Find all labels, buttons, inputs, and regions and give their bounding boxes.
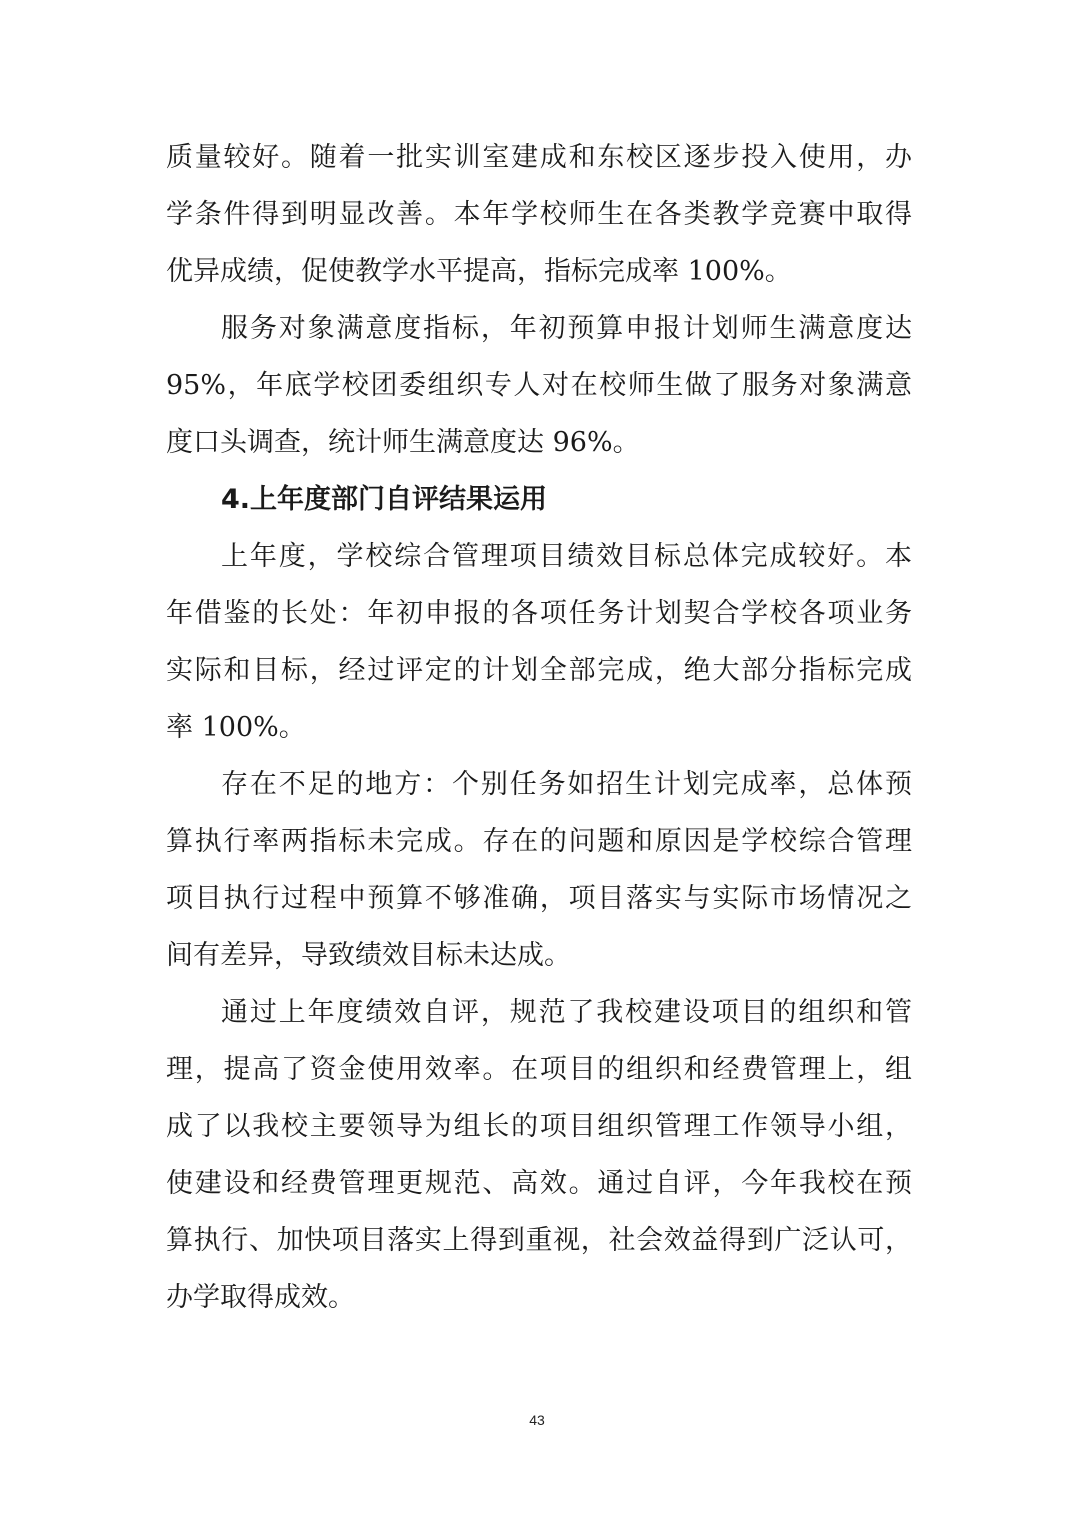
paragraph-3-line-2: 年借鉴的长处：年初申报的各项任务计划契合学校各项业务 [166,598,912,629]
paragraph-5-line-4: 使建设和经费管理更规范、高效。通过自评，今年我校在预 [166,1168,912,1199]
paragraph-5-line-1: 通过上年度绩效自评，规范了我校建设项目的组织和管 [221,997,912,1028]
paragraph-1-line-1: 质量较好。随着一批实训室建成和东校区逐步投入使用，办 [166,142,912,173]
paragraph-5-line-5: 算执行、加快项目落实上得到重视，社会效益得到广泛认可， [166,1225,912,1256]
page-number: 43 [529,1412,545,1428]
section-heading: 4.上年度部门自评结果运用 [221,484,548,515]
paragraph-2-line-1: 服务对象满意度指标，年初预算申报计划师生满意度达 [221,313,912,344]
paragraph-2-line-2: 95%，年底学校团委组织专人对在校师生做了服务对象满意 [166,370,912,401]
paragraph-4-line-4: 间有差异，导致绩效目标未达成。 [166,940,571,971]
paragraph-3-line-4: 率 100%。 [166,712,306,743]
paragraph-5-line-6: 办学取得成效。 [166,1282,355,1313]
paragraph-1-line-3: 优异成绩，促使教学水平提高，指标完成率 100%。 [166,256,792,287]
paragraph-5-line-2: 理，提高了资金使用效率。在项目的组织和经费管理上，组 [166,1054,912,1085]
paragraph-4-line-1: 存在不足的地方：个别任务如招生计划完成率，总体预 [221,769,912,800]
paragraph-4-line-2: 算执行率两指标未完成。存在的问题和原因是学校综合管理 [166,826,912,857]
paragraph-2-line-3: 度口头调查，统计师生满意度达 96%。 [166,427,640,458]
paragraph-5-line-3: 成了以我校主要领导为组长的项目组织管理工作领导小组， [166,1111,912,1142]
paragraph-4-line-3: 项目执行过程中预算不够准确，项目落实与实际市场情况之 [166,883,912,914]
paragraph-3-line-3: 实际和目标，经过评定的计划全部完成，绝大部分指标完成 [166,655,912,686]
paragraph-1-line-2: 学条件得到明显改善。本年学校师生在各类教学竞赛中取得 [166,199,912,230]
paragraph-3-line-1: 上年度，学校综合管理项目绩效目标总体完成较好。本 [221,541,912,572]
